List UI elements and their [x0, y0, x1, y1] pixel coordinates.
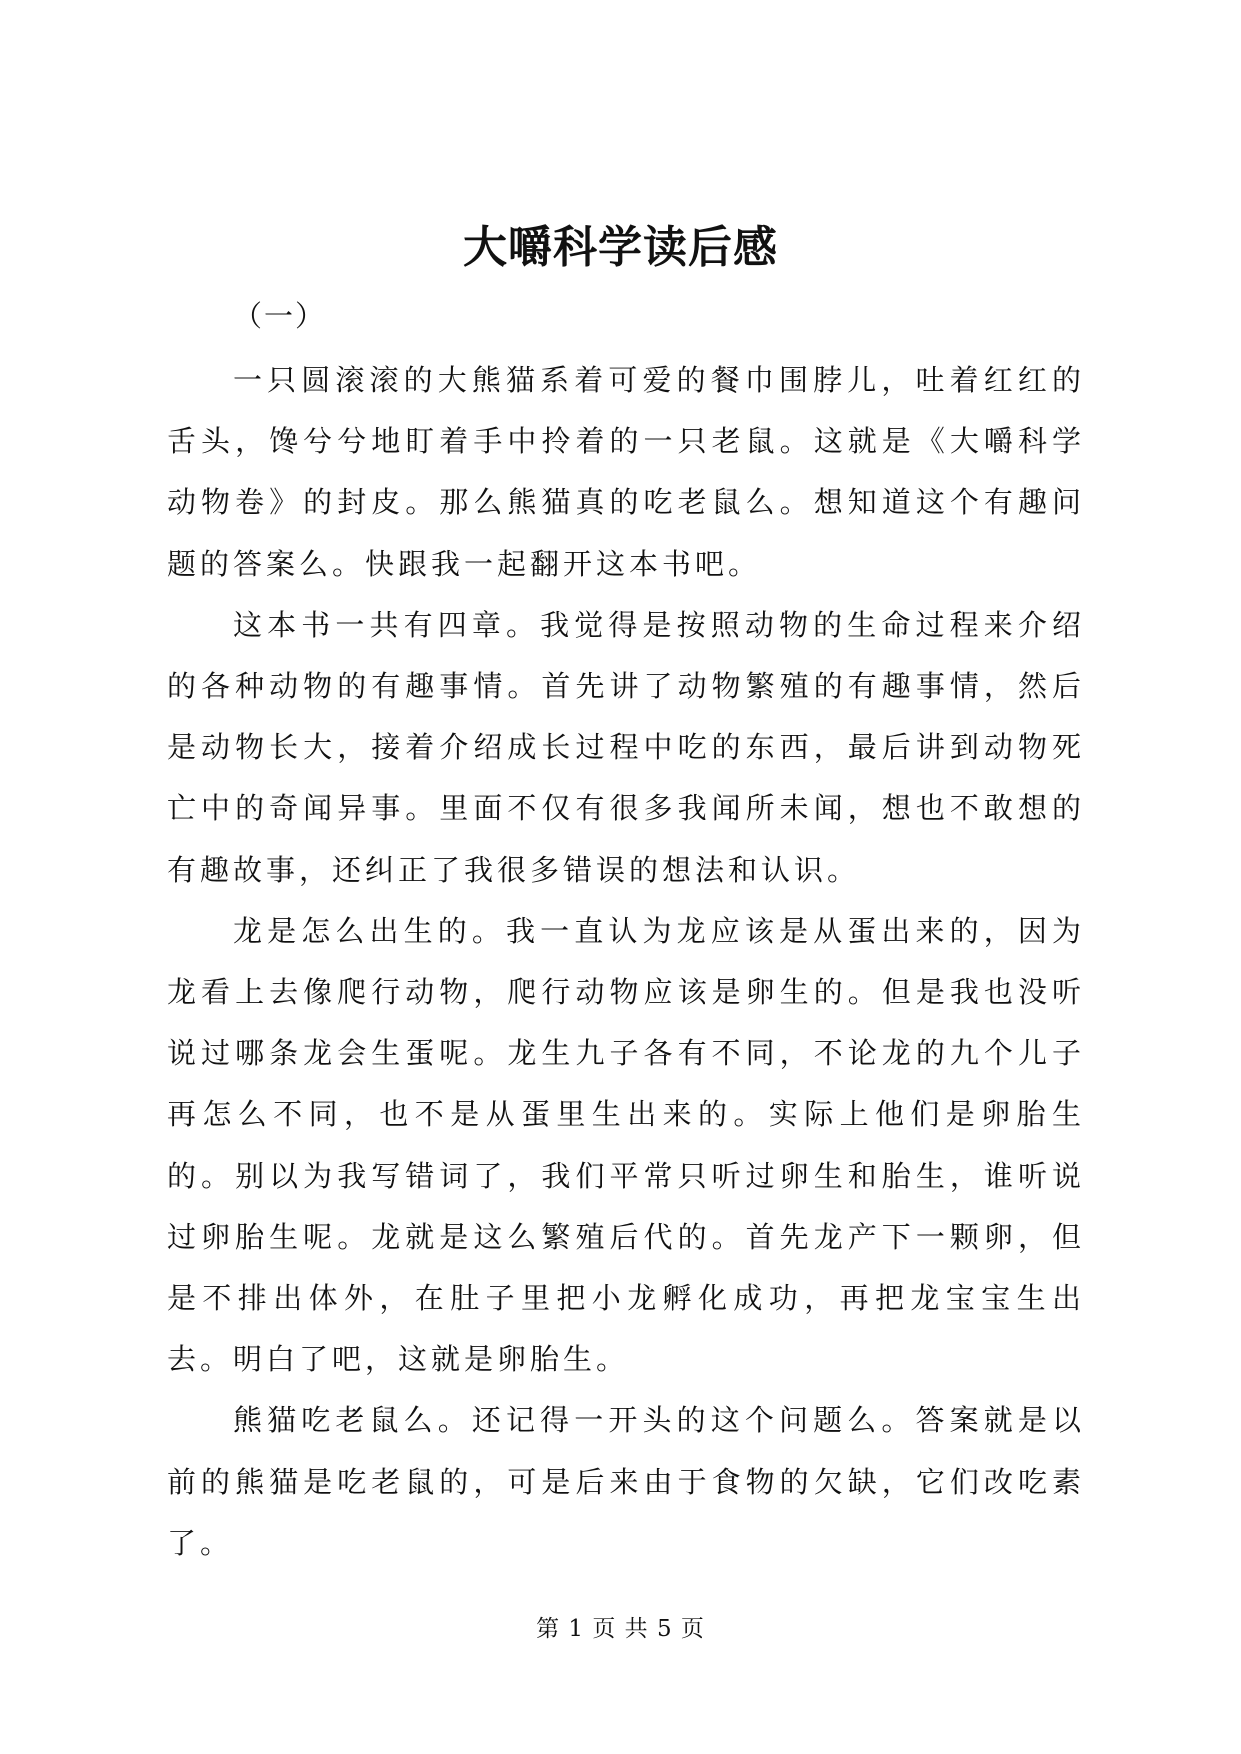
section-label: （一）	[233, 299, 327, 333]
paragraph-4: 熊猫吃老鼠么。还记得一开头的这个问题么。答案就是以前的熊猫是吃老鼠的，可是后来由于食物的欠缺，它们改吃素了。	[167, 1403, 1085, 1560]
paragraph-2: 这本书一共有四章。我觉得是按照动物的生命过程来介绍的各种动物的有趣事情。首先讲了动物繁殖的有趣事情，然后是动物长大，接着介绍成长过程中吃的东西，最后讲到动物死亡中的奇闻异事。里面不仅有很多我闻所未闻，想也不敢想的有趣故事，还纠正了我很多错误的想法和认识。	[167, 607, 1085, 887]
document-title: 大嚼科学读后感	[463, 222, 778, 273]
page-number-footer: 第 1 页 共 5 页	[536, 1616, 705, 1642]
document-body	[167, 350, 1085, 1574]
paragraph-1: 一只圆滚滚的大熊猫系着可爱的餐巾围脖儿，吐着红红的舌头，馋兮兮地盯着手中拎着的一只老鼠。这就是《大嚼科学动物卷》的封皮。那么熊猫真的吃老鼠么。想知道这个有趣问题的答案么。快跟我一起翻开这本书吧。	[167, 363, 1085, 581]
paragraph-3: 龙是怎么出生的。我一直认为龙应该是从蛋出来的，因为龙看上去像爬行动物，爬行动物应该是卵生的。但是我也没听说过哪条龙会生蛋呢。龙生九子各有不同，不论龙的九个儿子再怎么不同，也不是从蛋里生出来的。实际上他们是卵胎生的。别以为我写错词了，我们平常只听过卵生和胎生，谁听说过卵胎生呢。龙就是这么繁殖后代的。首先龙产下一颗卵，但是不排出体外，在肚子里把小龙孵化成功，再把龙宝宝生出去。明白了吧，这就是卵胎生。	[167, 913, 1085, 1377]
